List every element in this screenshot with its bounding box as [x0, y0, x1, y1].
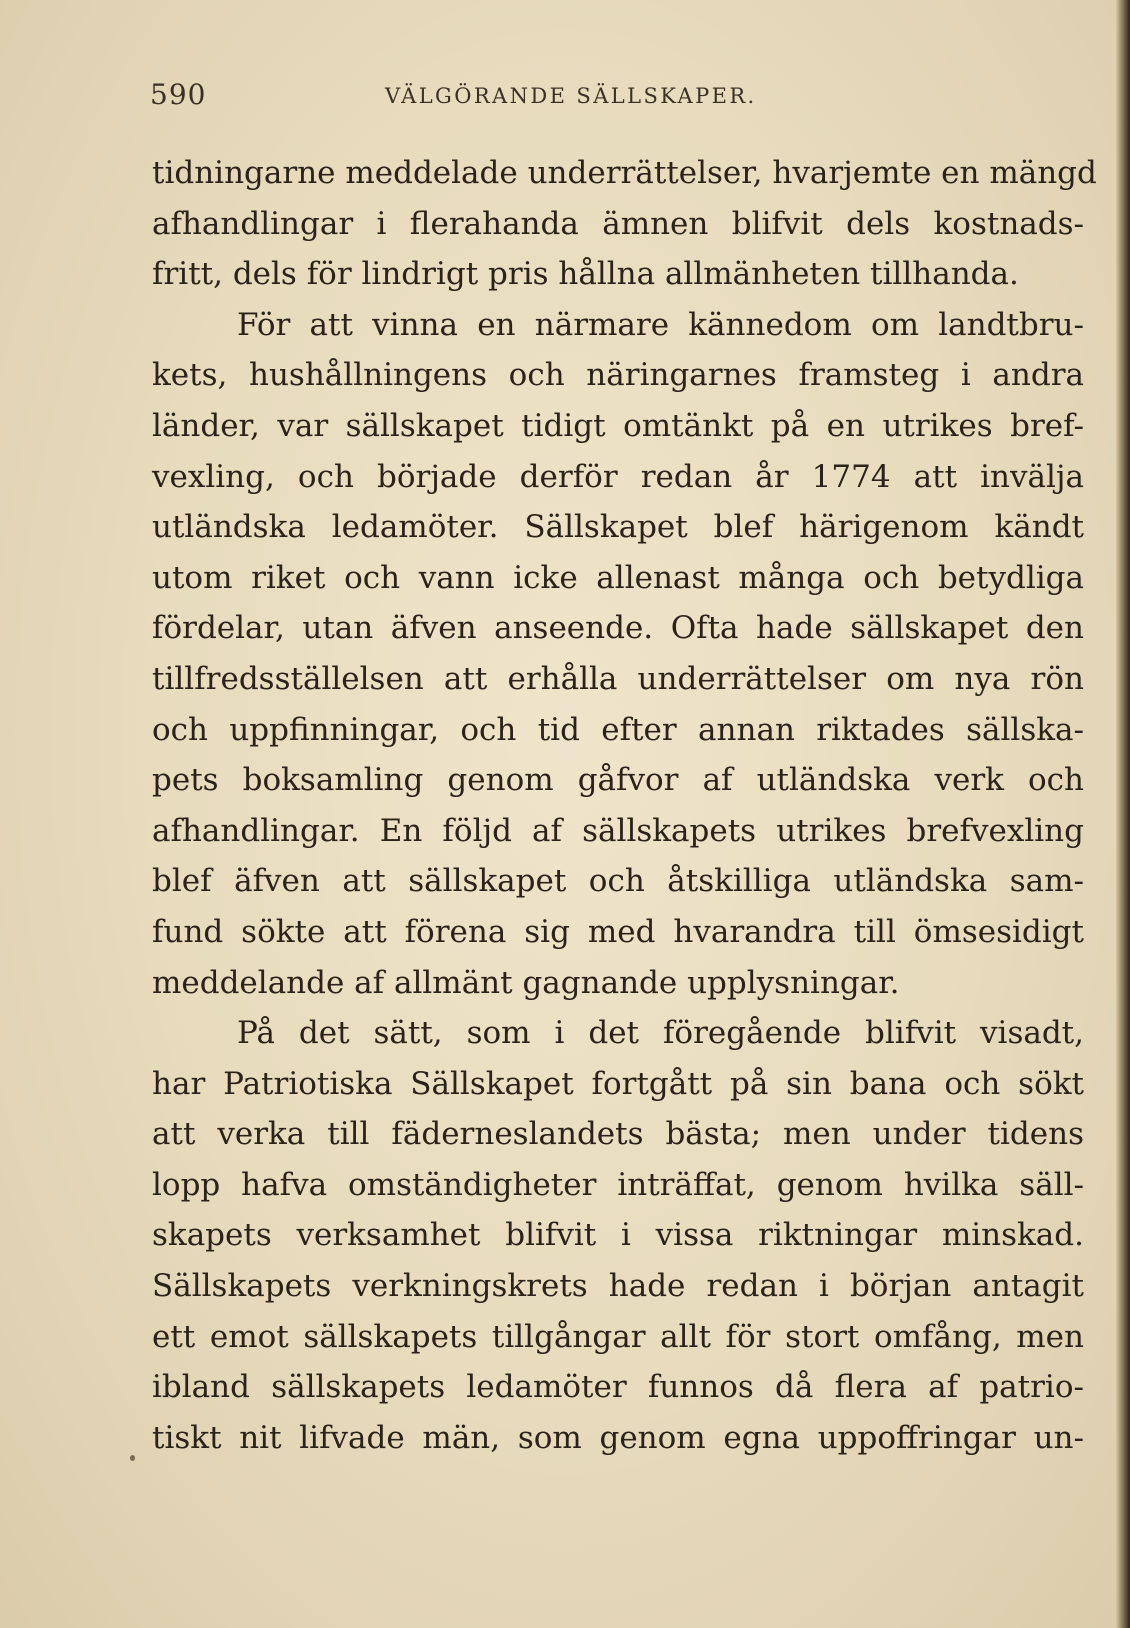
text-line: vexling, och började derför redan år 1774 att inväljа — [152, 458, 1084, 495]
text-line: fund sökte att förena sig med hvarandra till ömsesidigt — [152, 913, 1084, 950]
running-head: VÄLGÖRANDE SÄLLSKAPER. — [385, 84, 757, 108]
text-line: afhandlingar i flerahanda ämnen blifvit dels kostnads- — [152, 205, 1084, 242]
paper-speck — [130, 1455, 135, 1461]
body-text — [152, 148, 1097, 1463]
text-line: pets boksamling genom gåfvor af utländska verk och — [152, 762, 1084, 799]
text-line: länder, var sällskapet tidigt omtänkt på en utrikes bref- — [152, 407, 1084, 444]
text-line: fördelar, utan äfven anseende. Ofta hade sällskapet den — [152, 610, 1084, 647]
text-line: skapets verksamhet blifvit i vissa riktningar minskad. — [152, 1217, 1084, 1254]
text-line: Sällskapets verkningskrets hade redan i början antagit — [152, 1268, 1084, 1305]
text-line: För att vinna en närmare kännedom om landtbru- — [237, 306, 1084, 343]
text-line: lopp hafva omständigheter inträffat, genom hvilka säll- — [152, 1166, 1084, 1203]
page-number: 590 — [150, 78, 207, 111]
text-line: tiskt nit lifvade män, som genom egna uppoffringar un- — [152, 1419, 1084, 1456]
text-line: ibland sällskapets ledamöter funnos då flera af patrio- — [152, 1369, 1084, 1406]
text-line: att verka till fäderneslandets bästa; men under tidens — [152, 1116, 1084, 1153]
text-line: ett emot sällskapets tillgångar allt för stort omfång, men — [152, 1318, 1084, 1355]
text-line: meddelande af allmänt gagnande upplysningar. — [152, 964, 900, 1001]
text-line: blef äfven att sällskapet och åtskilliga utländska sam- — [152, 863, 1084, 900]
text-line: tillfredsställelsen att erhålla underrättelser om nya rön — [152, 660, 1084, 697]
text-line: har Patriotiska Sällskapet fortgått på sin bana och sökt — [152, 1065, 1084, 1102]
text-line: och uppfinningar, och tid efter annan riktades sällska- — [152, 711, 1084, 748]
text-line: kets, hushållningens och näringarnes framsteg i andra — [152, 357, 1084, 394]
text-line: afhandlingar. En följd af sällskapets utrikes brefvexling — [152, 812, 1084, 849]
page-header — [150, 78, 1090, 118]
text-line: fritt, dels för lindrigt pris hållna allmänheten tillhanda. — [152, 256, 1019, 293]
text-line: På det sätt, som i det föregående blifvit visadt, — [237, 1015, 1084, 1052]
text-line: utländska ledamöter. Sällskapet blef härigenom kändt — [152, 509, 1084, 546]
text-line: utom riket och vann icke allenast många och betydliga — [152, 559, 1084, 596]
page-edge — [1116, 0, 1130, 1628]
text-line: tidningarne meddelade underrättelser, hvarjemte en mängd — [152, 155, 1097, 191]
